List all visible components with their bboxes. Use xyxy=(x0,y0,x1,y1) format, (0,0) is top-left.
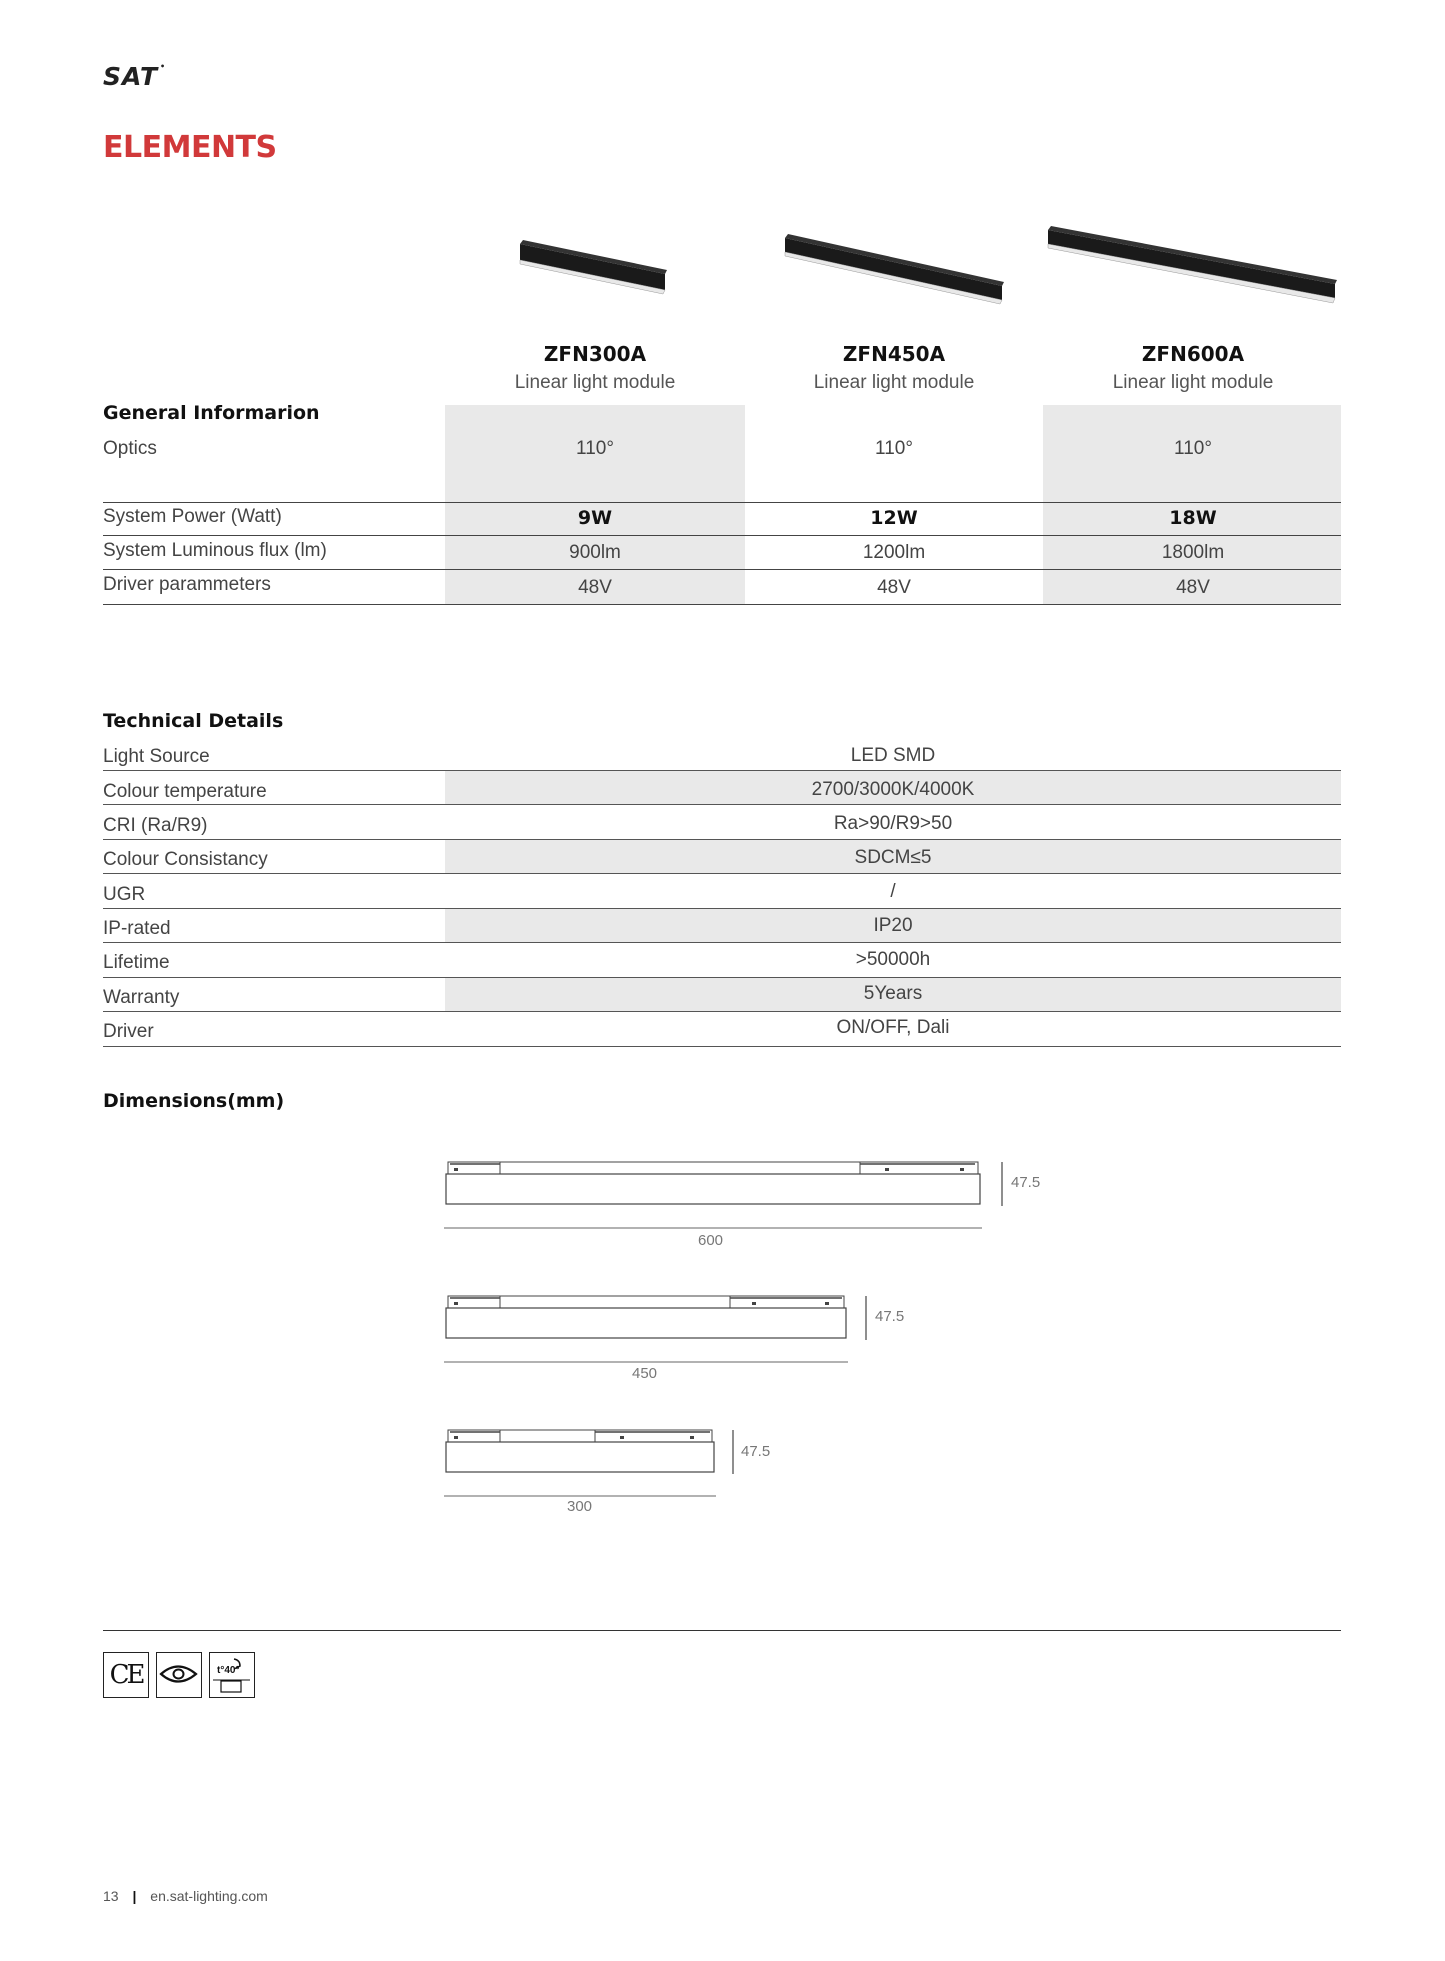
cell-optics: 110° xyxy=(576,438,614,459)
product-image-zfn600a xyxy=(1043,220,1343,310)
divider xyxy=(103,1630,1341,1631)
tech-row-label: Colour temperature xyxy=(103,781,267,802)
cell-power: 12W xyxy=(870,507,918,529)
eye-safety-icon xyxy=(156,1652,202,1698)
cell-power: 18W xyxy=(1169,507,1217,529)
divider xyxy=(103,942,1341,943)
divider xyxy=(103,977,1341,978)
model-name: ZFN600A xyxy=(1141,342,1245,366)
dimension-drawing-300 xyxy=(440,1428,730,1508)
tech-row-value: IP20 xyxy=(873,915,913,936)
divider xyxy=(103,502,1341,503)
divider xyxy=(103,1011,1341,1012)
divider xyxy=(103,804,1341,805)
cell-driver: 48V xyxy=(1176,577,1210,598)
height-label: 47.5 xyxy=(741,1443,771,1460)
page-title: ELEMENTS xyxy=(103,130,277,165)
tech-row-value: LED SMD xyxy=(850,745,936,766)
divider xyxy=(103,535,1341,536)
cell-flux: 1200lm xyxy=(862,542,926,563)
model-subtitle: Linear light module xyxy=(514,372,676,393)
tech-row-label: Light Source xyxy=(103,746,210,767)
height-marker xyxy=(863,1294,869,1344)
column-shade xyxy=(445,405,745,605)
tech-row-label: CRI (Ra/R9) xyxy=(103,815,208,836)
tech-row-value: 2700/3000K/4000K xyxy=(811,779,975,800)
model-subtitle: Linear light module xyxy=(1112,372,1274,393)
row-label-power: System Power (Watt) xyxy=(103,506,282,527)
tech-row-value: >50000h xyxy=(855,949,931,970)
column-shade xyxy=(1043,405,1341,605)
cell-driver: 48V xyxy=(578,577,612,598)
row-label-driver: Driver parammeters xyxy=(103,574,271,595)
tech-row-value: SDCM≤5 xyxy=(854,847,932,868)
divider xyxy=(103,1046,1341,1047)
footer-url[interactable]: en.sat-lighting.com xyxy=(150,1888,268,1904)
technical-heading: Technical Details xyxy=(103,710,284,732)
product-image-zfn300a xyxy=(515,232,675,302)
cell-optics: 110° xyxy=(1174,438,1212,459)
thermal-rating-text: t°40° xyxy=(217,1665,240,1676)
tech-row-value: 5Years xyxy=(863,983,923,1004)
model-name: ZFN450A xyxy=(842,342,946,366)
model-name: ZFN300A xyxy=(543,342,647,366)
height-marker xyxy=(999,1160,1005,1210)
tech-row-label: Lifetime xyxy=(103,952,170,973)
cell-flux: 900lm xyxy=(569,542,621,563)
model-subtitle: Linear light module xyxy=(813,372,975,393)
tech-row-label: Colour Consistancy xyxy=(103,849,268,870)
divider xyxy=(103,873,1341,874)
divider xyxy=(103,569,1341,570)
tech-row-label: UGR xyxy=(103,884,146,905)
footer-separator: | xyxy=(132,1888,137,1904)
general-info-heading: General Informarion xyxy=(103,402,320,424)
height-label: 47.5 xyxy=(1011,1174,1041,1191)
cell-flux: 1800lm xyxy=(1161,542,1225,563)
tech-row-value: ON/OFF, Dali xyxy=(836,1017,950,1038)
cell-power: 9W xyxy=(577,507,613,529)
tech-row-value: / xyxy=(890,881,896,902)
length-label: 300 xyxy=(567,1498,593,1515)
length-label: 600 xyxy=(698,1232,724,1249)
divider xyxy=(103,908,1341,909)
row-label-optics: Optics xyxy=(103,438,157,459)
page-number: 13 xyxy=(103,1888,119,1904)
row-label-flux: System Luminous flux (lm) xyxy=(103,540,327,561)
height-marker xyxy=(730,1428,736,1478)
tech-row-label: IP-rated xyxy=(103,918,171,939)
dimension-drawing-450 xyxy=(440,1294,860,1374)
page-footer xyxy=(103,1888,268,1904)
divider xyxy=(103,770,1341,771)
height-label: 47.5 xyxy=(875,1308,905,1325)
tech-row-label: Driver xyxy=(103,1021,154,1042)
length-label: 450 xyxy=(632,1365,658,1382)
divider xyxy=(103,604,1341,605)
brand-logo: SAT • xyxy=(103,62,167,91)
thermal-rating-icon xyxy=(209,1652,255,1698)
dimensions-heading: Dimensions(mm) xyxy=(103,1090,285,1112)
tech-row-value: Ra>90/R9>50 xyxy=(833,813,953,834)
dimension-drawing-600 xyxy=(440,1160,1000,1240)
divider xyxy=(103,839,1341,840)
product-image-zfn450a xyxy=(780,228,1010,308)
cell-optics: 110° xyxy=(875,438,913,459)
tech-row-label: Warranty xyxy=(103,987,180,1008)
ce-mark-icon: CE xyxy=(103,1652,149,1698)
cell-driver: 48V xyxy=(877,577,911,598)
